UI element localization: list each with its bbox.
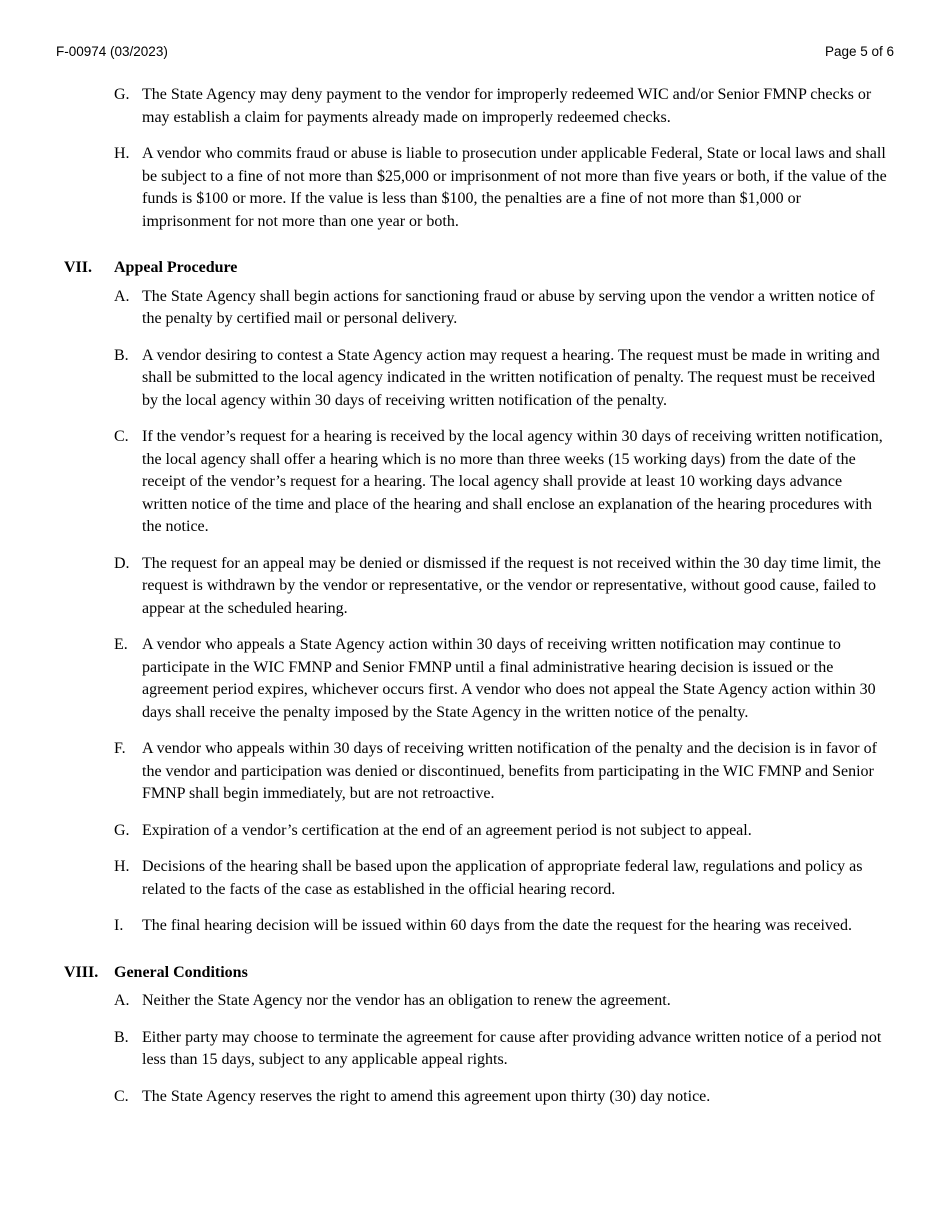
form-id: F-00974 (03/2023) (56, 44, 168, 59)
item-letter: H. (114, 858, 130, 875)
list-item (114, 634, 887, 724)
document-body (0, 84, 950, 1122)
item-letter: C. (114, 1087, 129, 1105)
item-text: Neither the State Agency nor the vendor has an obligation to renew the agreement. (142, 992, 671, 1009)
list-item (114, 915, 887, 938)
list-item (114, 143, 887, 233)
page-header (56, 44, 894, 62)
item-text: If the vendor’s request for a hearing is received by the local agency within 30 days of receiving written notification, the local agency shall offer a hearing which is no more than three weeks (15 working days) from the date of the receipt of the vendor’s request for a hearing. The local agency shall provide at least 10 working days advance written notice of the time and place of the hearing and shall enclose an explanation of the hearing procedures with the notice. (142, 428, 883, 535)
section-heading (0, 257, 950, 280)
item-text: A vendor desiring to contest a State Agency action may request a hearing. The request must be made in writing and shall be submitted to the local agency indicated in the written notification of penalty. The request must be received by the local agency within 30 days of receiving written notification of the penalty. (142, 346, 880, 409)
item-letter: I. (114, 917, 124, 934)
section-vi-continued (0, 84, 950, 233)
item-text: A vendor who appeals within 30 days of receiving written notification of the penalty and the decision is in favor of the vendor and participation was denied or discontinued, benefits from participating in the WIC FMNP and Senior FMNP shall begin immediately, but are not retroactive. (142, 740, 877, 802)
item-text: A vendor who commits fraud or abuse is liable to prosecution under applicable Federal, State or local laws and shall be subject to a fine of not more than $25,000 or imprisonment of not more than five years or both, if the value of the funds is $100 or more. If the value is less than $100, the penalties are a fine of not more than $1,000 or imprisonment for not more than one year or both. (142, 145, 887, 230)
item-text: The request for an appeal may be denied or dismissed if the request is not received within the 30 day time limit, the request is withdrawn by the vendor or representative, or the vendor or representative, without good cause, failed to appear at the scheduled hearing. (142, 554, 881, 617)
section-number: VIII. (64, 963, 99, 981)
item-letter: B. (114, 346, 129, 364)
item-letter: D. (114, 554, 130, 572)
item-text: Expiration of a vendor’s certification at the end of an agreement period is not subject to appeal. (142, 821, 752, 839)
list-item (114, 286, 887, 331)
item-letter: G. (114, 86, 130, 103)
section-title: General Conditions (114, 963, 248, 981)
item-letter: C. (114, 428, 129, 445)
item-letter: F. (114, 740, 126, 757)
list-item (114, 990, 887, 1013)
item-text: The State Agency reserves the right to amend this agreement upon thirty (30) day notice. (142, 1087, 711, 1105)
item-letter: B. (114, 1028, 129, 1046)
item-letter: A. (114, 287, 130, 305)
section-viii (0, 962, 950, 1109)
item-text: The final hearing decision will be issued within 60 days from the date the request for the hearing was received. (142, 917, 852, 934)
item-text: The State Agency shall begin actions for sanctioning fraud or abuse by serving upon the vendor a written notice of the penalty by certified mail or personal delivery. (142, 287, 875, 327)
list-item (114, 738, 887, 806)
section-vii (0, 257, 950, 938)
item-letter: E. (114, 636, 128, 653)
item-text: A vendor who appeals a State Agency action within 30 days of receiving written notification may continue to participate in the WIC FMNP and Senior FMNP until a final administrative hearing decision is issued or the agreement period expires, whichever occurs first. A vendor who does not appeal the State Agency action within 30 days shall receive the penalty imposed by the State Agency in the written notice of the penalty. (142, 636, 876, 721)
list-item (114, 1027, 887, 1072)
list-item (114, 345, 887, 413)
list-item (114, 1086, 887, 1109)
list-item (114, 553, 887, 621)
section-heading (0, 962, 950, 985)
item-text: Decisions of the hearing shall be based upon the application of appropriate federal law, regulations and policy as related to the facts of the case as established in the official hearing record. (142, 858, 863, 898)
list-item (114, 84, 887, 129)
list-item (114, 856, 887, 901)
item-letter: H. (114, 145, 130, 162)
item-letter: G. (114, 821, 130, 839)
list-item (114, 820, 887, 843)
page-number: Page 5 of 6 (824, 44, 894, 59)
item-letter: A. (114, 992, 130, 1009)
section-title: Appeal Procedure (114, 259, 238, 276)
item-text: The State Agency may deny payment to the vendor for improperly redeemed WIC and/or Senior FMNP checks or may establish a claim for payments already made on improperly redeemed checks. (142, 86, 872, 126)
item-text: Either party may choose to terminate the agreement for cause after providing advance written notice of a period not less than 15 days, subject to any applicable appeal rights. (142, 1028, 882, 1068)
section-number: VII. (64, 259, 93, 276)
list-item (114, 426, 887, 539)
